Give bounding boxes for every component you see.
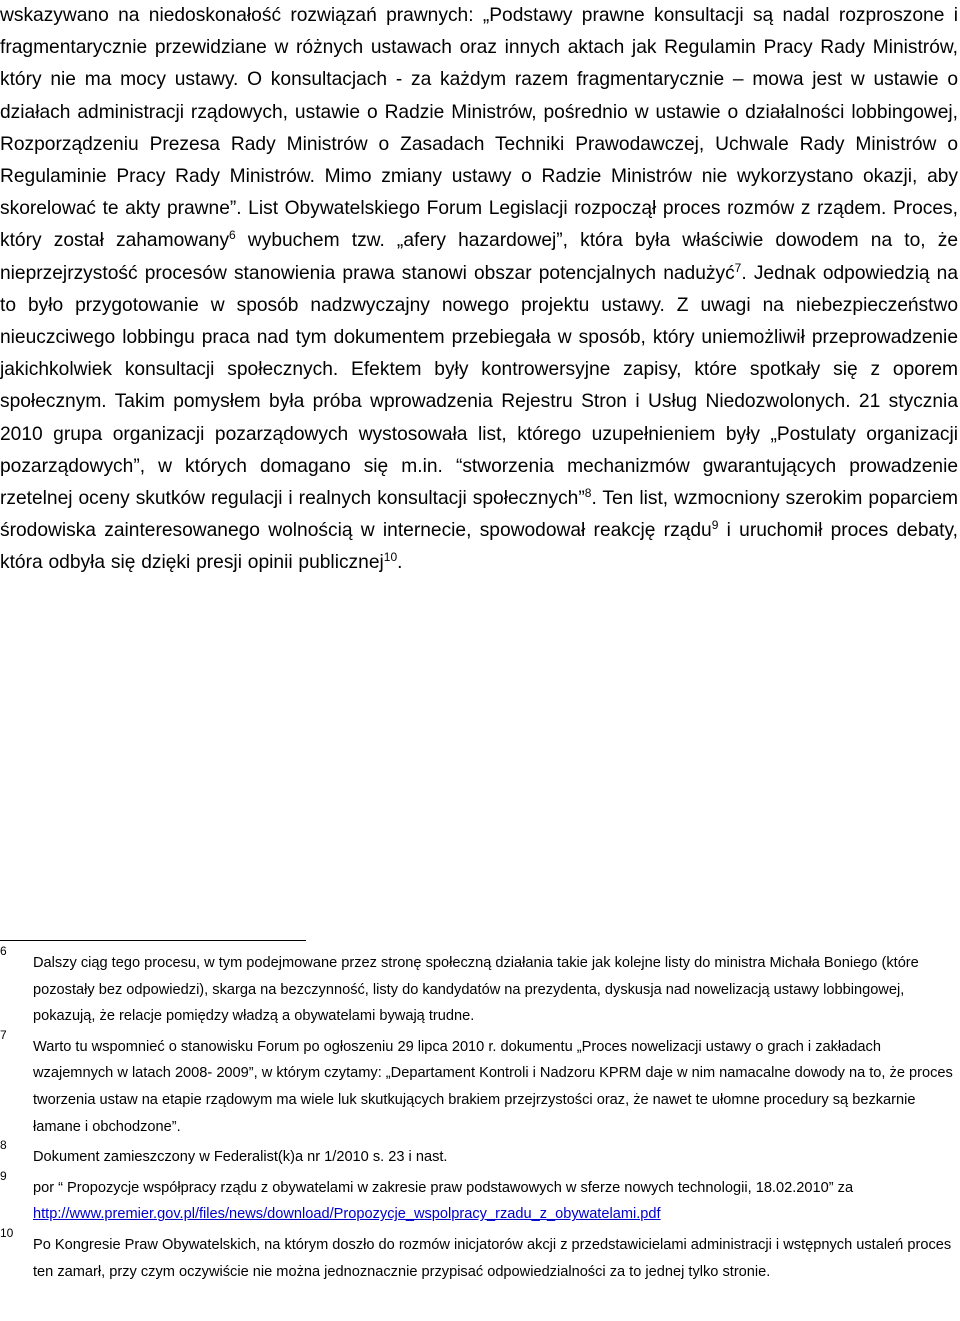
footnote-ref-10[interactable]: 10 xyxy=(383,550,398,565)
body-paragraph xyxy=(0,0,958,580)
footnote-8 xyxy=(0,1138,960,1171)
footnote-text: Po Kongresie Praw Obywatelskich, na którym doszło do rozmów inicjatorów akcji z przedstawicielami administracji i wstępnych ustaleń proces ten zamarł, przy czym oczywiście nie można jednoznacznie przypisać odpowiedzialności za to jednej tylko stronie. xyxy=(33,1236,952,1280)
footnote-number: 6 xyxy=(0,944,7,958)
body-text-segment: wybuchem tzw. „afery hazardowej”, która była właściwie dowodem na to, że nieprzejrzystość procesów stanowienia prawa stanowi obszar potencjalnych nadużyć xyxy=(0,230,958,284)
footnote-number: 10 xyxy=(0,1225,14,1240)
footnote-text-part: por “ Propozycje współpracy rządu z obywatelami w zakresie praw podstawowych w sferze nowych technologii, 18.02.2010” za xyxy=(33,1179,854,1196)
footnote-ref-7[interactable]: 7 xyxy=(734,260,742,275)
footnote-9 xyxy=(0,1168,960,1228)
footnote-6 xyxy=(0,944,960,1030)
footnote-separator xyxy=(0,940,306,941)
footnote-number: 9 xyxy=(0,1168,7,1183)
body-text-segment: . xyxy=(397,552,403,574)
footnote-ref-9[interactable]: 9 xyxy=(711,518,719,533)
footnote-text xyxy=(33,1175,960,1228)
footnotes-section xyxy=(0,944,960,1289)
footnote-10 xyxy=(0,1225,960,1285)
footnote-text: Warto tu wspomnieć o stanowisku Forum po ogłoszeniu 29 lipca 2010 r. dokumentu „Proces nowelizacji ustawy o grach i zakładach wzajemnych w latach 2008- 2009”, w którym czytamy: „Departament Kontroli i Nadzoru KPRM daje w nim namacalne dowody na to, że proces tworzenia ustaw na etapie rządowym ma wiele luk skutkujących brakiem przejrzystości oraz, że nawet te ułomne procedury są bezkarnie łamane i obchodzone”. xyxy=(33,1038,953,1135)
footnote-text: Dokument zamieszczony w Federalist(k)a nr 1/2010 s. 23 i nast. xyxy=(33,1149,448,1166)
premier-gov-link[interactable]: http://www.premier.gov.pl/files/news/download/Propozycje_wspolpracy_rzadu_z_obywatelami.pdf xyxy=(33,1206,661,1223)
footnote-ref-8[interactable]: 8 xyxy=(584,486,592,501)
footnote-text: Dalszy ciąg tego procesu, w tym podejmowane przez stronę społeczną działania takie jak kolejne listy do ministra Michała Boniego (które pozostały bez odpowiedzi), skarga na bezczynność, listy do kandydatów na prezydenta, dyskusja nad nowelizacją ustawy lobbingowej, pokazują, że relacje pomiędzy władzą a obywatelami bywają trudne. xyxy=(33,955,919,1025)
footnote-7 xyxy=(0,1027,960,1140)
body-text-segment: i uruchomił proces debaty, która odbyła się dzięki presji opinii publicznej xyxy=(0,520,958,574)
body-text-segment: . Ten list, wzmocniony szerokim poparciem środowiska zainteresowanego wolnością w internecie, spowodował reakcję rządu xyxy=(0,488,958,542)
footnote-number: 8 xyxy=(0,1138,7,1153)
body-text-segment: . Jednak odpowiedzią na to było przygotowanie w sposób nadzwyczajny nowego projektu ustawy. Z uwagi na niebezpieczeństwo nieuczciwego lobbingu praca nad tym dokumentem przebiegała w sposób, który uniemożliwił przeprowadzenie jakichkolwiek konsultacji społecznych. Efektem były kontrowersyjne zapisy, które spotkały się z oporem społecznym. Takim pomysłem była próba wprowadzenia Rejestru Stron i Usług Niedozwolonych. 21 stycznia 2010 grupa organizacji pozarządowych wystosowała list, którego uzupełnieniem były „Postulaty organizacji pozarządowych”, w których domagano się m.in. “stworzenia mechanizmów gwarantujących prowadzenie rzetelnej oceny skutków regulacji i realnych konsultacji społecznych” xyxy=(0,262,958,510)
footnote-ref-6[interactable]: 6 xyxy=(229,228,236,243)
body-text-segment: wskazywano na niedoskonałość rozwiązań prawnych: „Podstawy prawne konsultacji są nadal rozproszone i fragmentarycznie przewidziane w różnych ustawach oraz innych aktach jak Regulamin Pracy Rady Ministrów, który nie ma mocy ustawy. O konsultacjach - za każdym razem fragmentarycznie – mowa jest w ustawie o działach administracji rządowych, ustawie o Radzie Ministrów, pośrednio w ustawie o działalności lobbingowej, Rozporządzeniu Prezesa Rady Ministrów o Zasadach Techniki Prawodawczej, Uchwale Rady Ministrów o Regulaminie Pracy Rady Ministrów. Mimo zmiany ustawy o Radzie Ministrów nie wykorzystano okazji, aby skorelować te akty prawne”. List Obywatelskiego Forum Legislacji rozpoczął proces rozmów z rządem. Proces, który został zahamowany xyxy=(0,5,958,252)
footnote-number: 7 xyxy=(0,1027,7,1042)
